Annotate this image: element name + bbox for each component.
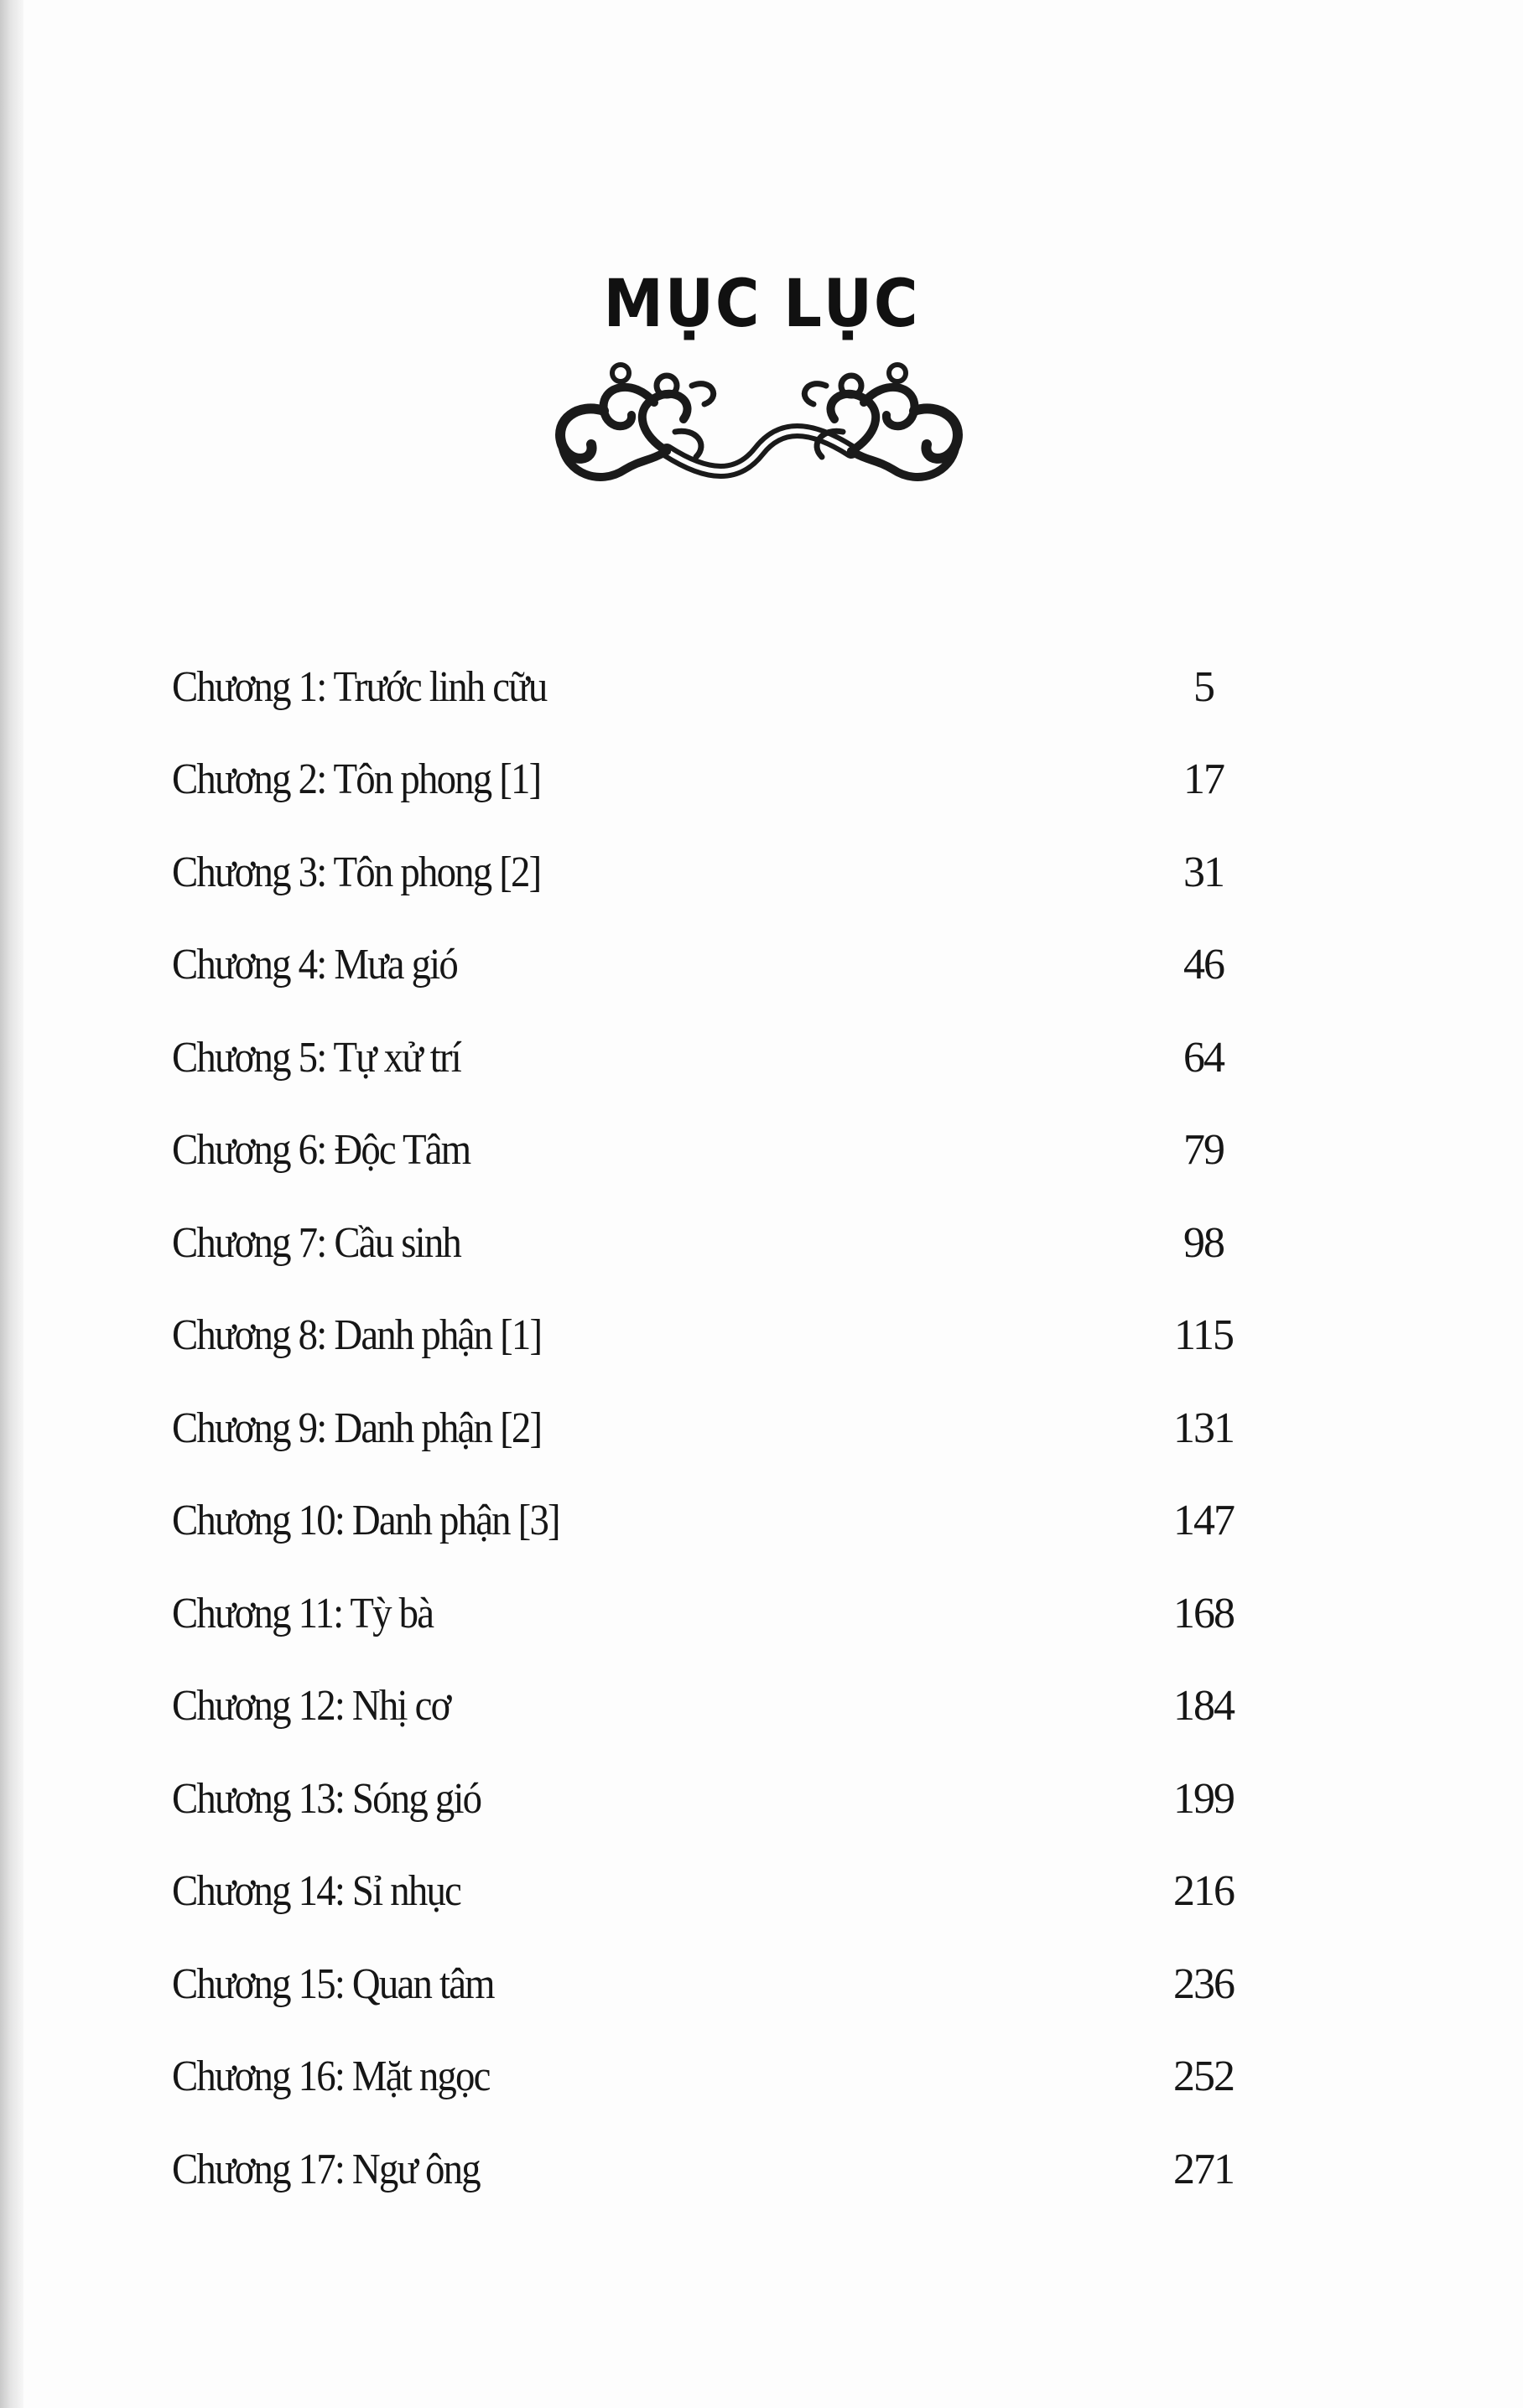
chapter-title: Chương 5: Tự xử trí [172, 1033, 460, 1082]
chapter-title: Chương 6: Độc Tâm [172, 1126, 470, 1175]
page-number: 5 [1193, 662, 1214, 711]
page-number: 31 [1183, 848, 1224, 896]
chapter-title: Chương 13: Sóng gió [172, 1774, 481, 1823]
toc-entry [172, 1475, 1254, 1568]
toc-entry [172, 1104, 1254, 1197]
page-number: 79 [1183, 1126, 1224, 1175]
chapter-title: Chương 8: Danh phận [1] [172, 1311, 542, 1360]
page-number: 147 [1173, 1497, 1234, 1545]
toc-entry [172, 734, 1254, 827]
page-number: 64 [1183, 1033, 1224, 1082]
chapter-title: Chương 10: Danh phận [3] [172, 1497, 559, 1545]
scroll-cloud-ornament-icon [541, 352, 977, 520]
toc-entry [172, 1752, 1254, 1845]
chapter-title: Chương 11: Tỳ bà [172, 1589, 434, 1637]
toc-entry [172, 1290, 1254, 1383]
table-of-contents [172, 641, 1254, 2216]
page-number: 98 [1183, 1218, 1224, 1267]
toc-entry [172, 2123, 1254, 2216]
page-number: 115 [1173, 1311, 1234, 1360]
page-number: 131 [1173, 1404, 1234, 1452]
chapter-title: Chương 15: Quan tâm [172, 1959, 494, 2008]
page-number: 17 [1183, 755, 1224, 804]
page-number: 46 [1183, 941, 1224, 989]
page-number: 216 [1173, 1867, 1234, 1916]
toc-entry [172, 1382, 1254, 1475]
toc-entry [172, 1938, 1254, 2031]
toc-entry [172, 1196, 1254, 1290]
chapter-title: Chương 3: Tôn phong [2] [172, 848, 541, 896]
chapter-title: Chương 9: Danh phận [2] [172, 1404, 542, 1452]
toc-entry [172, 1011, 1254, 1104]
toc-entry [172, 826, 1254, 919]
toc-entry [172, 1567, 1254, 1660]
chapter-title: Chương 14: Sỉ nhục [172, 1867, 461, 1916]
chapter-title: Chương 17: Ngư ông [172, 2145, 480, 2193]
page-spine-shadow [0, 0, 23, 2408]
page-number: 271 [1173, 2145, 1234, 2193]
page-number: 184 [1173, 1682, 1234, 1731]
chapter-title: Chương 2: Tôn phong [1] [172, 755, 541, 804]
page-number: 199 [1173, 1774, 1234, 1823]
toc-entry [172, 2031, 1254, 2124]
chapter-title: Chương 4: Mưa gió [172, 941, 457, 989]
page-number: 252 [1173, 2053, 1234, 2101]
chapter-title: Chương 7: Cầu sinh [172, 1218, 461, 1267]
toc-entry [172, 1845, 1254, 1938]
chapter-title: Chương 1: Trước linh cữu [172, 662, 547, 711]
page-number: 236 [1173, 1959, 1234, 2008]
chapter-title: Chương 12: Nhị cơ [172, 1682, 450, 1731]
toc-entry [172, 1660, 1254, 1753]
page-title: MỤC LỤC [603, 267, 920, 342]
page-number: 168 [1173, 1589, 1234, 1637]
chapter-title: Chương 16: Mặt ngọc [172, 2053, 490, 2101]
toc-entry [172, 641, 1254, 734]
toc-entry [172, 919, 1254, 1012]
